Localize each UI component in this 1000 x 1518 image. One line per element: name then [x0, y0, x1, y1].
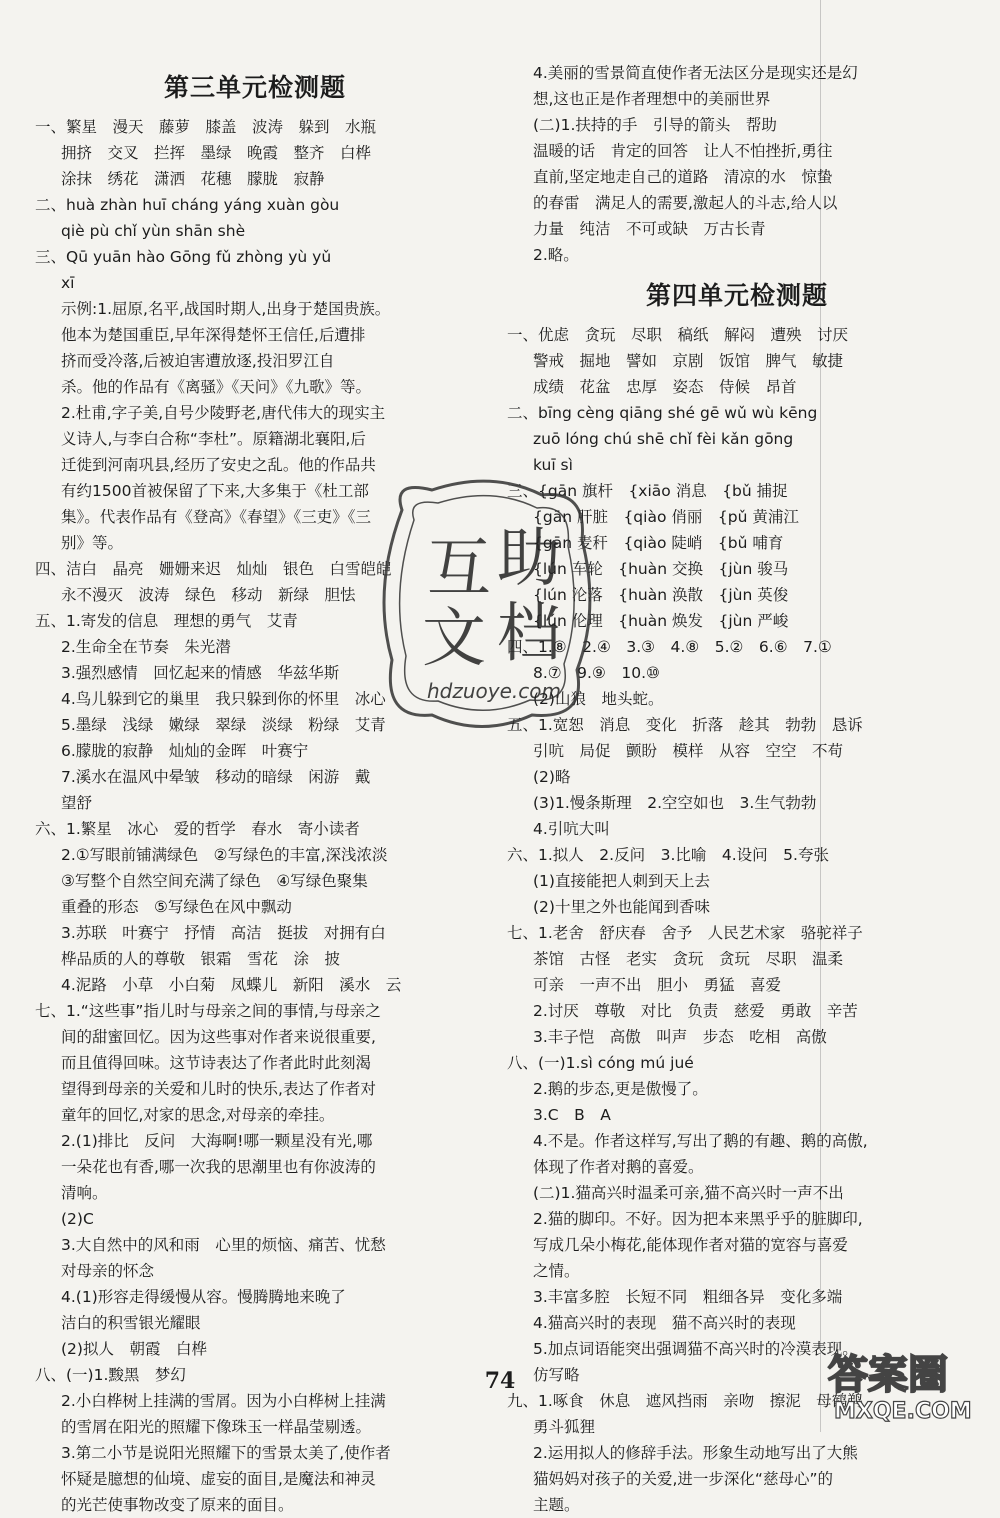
answer-line: 2.略。 [533, 246, 579, 264]
answer-line: zuō lóng chú shē chǐ fèi kǎn gōng [533, 430, 794, 448]
answer-line: 集》。代表作品有《登高》《春望》《三吏》《三 [61, 508, 372, 526]
unit-three-title: 第三单元检测题 [163, 73, 346, 102]
answer-line: 4.(1)形容走得缓慢从容。慢腾腾地来晚了 [61, 1288, 346, 1306]
watermark-char-4: 档 [497, 597, 561, 671]
answer-line: 六、1.拟人 2.反问 3.比喻 4.设问 5.夸张 [507, 846, 829, 864]
answer-line: 想,这也正是作者理想中的美丽世界 [533, 90, 771, 108]
answer-line: (二)1.扶持的手 引导的箭头 帮助 [533, 116, 777, 134]
answer-line: (2)十里之外也能闻到香味 [533, 898, 710, 916]
answer-line: 2.杜甫,字子美,自号少陵野老,唐代伟大的现实主 [61, 404, 386, 422]
answer-line: 五、1.宽恕 消息 变化 折落 趁其 勃勃 恳诉 [507, 716, 863, 734]
answer-line: 怀疑是臆想的仙境、虚妄的面目,是魔法和神灵 [61, 1470, 376, 1488]
answer-line: 九、1.啄食 休息 遮风挡雨 亲吻 擦泥 母鹤鹈 [507, 1392, 863, 1410]
answer-line: 望得到母亲的关爱和儿时的快乐,表达了作者对 [61, 1080, 376, 1098]
answer-line: (3)1.慢条斯理 2.空空如也 3.生气勃勃 [533, 794, 817, 812]
corner-logo-text: 答案圈 [828, 1352, 948, 1398]
answer-line: 猫妈妈对孩子的关爱,进一步深化“慈母心”的 [533, 1470, 833, 1488]
answer-line: 重叠的形态 ⑤写绿色在风中飘动 [61, 898, 292, 916]
answer-line: 五、1.寄发的信息 理想的勇气 艾青 [35, 612, 298, 630]
answer-line: 一朵花也有香,哪一次我的思潮里也有你波涛的 [61, 1158, 376, 1176]
right-top-answer-list [507, 60, 967, 268]
answer-line: 4.引吭大叫 [533, 820, 610, 838]
answer-line: 4.不是。作者这样写,写出了鹅的有趣、鹅的高傲, [533, 1132, 868, 1150]
answer-line: 可亲 一声不出 胆小 勇猛 喜爱 [533, 976, 782, 994]
answer-line: 4.泥路 小草 小白菊 凤蝶儿 新阳 溪水 云 [61, 976, 402, 994]
answer-line: 2.讨厌 尊敬 对比 负责 慈爱 勇敢 辛苦 [533, 1002, 858, 1020]
answer-line: 间的甜蜜回忆。因为这些事对作者来说很重要, [61, 1028, 376, 1046]
answer-line: 杀。他的作品有《离骚》《天问》《九歌》等。 [61, 378, 372, 396]
answer-line: (2)山狼 地头蛇。 [533, 690, 664, 708]
answer-line: 温暖的话 肯定的回答 让人不怕挫折,勇往 [533, 142, 833, 160]
answer-line: 8.⑦ 9.⑨ 10.⑩ [533, 664, 660, 682]
answer-line: 桦品质的人的尊敬 银霜 雪花 涂 披 [61, 950, 341, 968]
answer-line: 一、优虑 贪玩 尽职 稿纸 解闷 遭殃 讨厌 [507, 326, 849, 344]
answer-line: 的春雷 满足人的需要,激起人的斗志,给人以 [533, 194, 838, 212]
answer-line: (二)1.猫高兴时温柔可亲,猫不高兴时一声不出 [533, 1184, 844, 1202]
answer-line: 写成几朵小梅花,能体现作者对猫的宽容与喜爱 [533, 1236, 848, 1254]
answer-line: 三、Qū yuān hào Gōng fǔ zhòng yù yǔ [35, 248, 332, 266]
answer-line: 之情。 [533, 1262, 580, 1280]
answer-line: 七、1.“这些事”指儿时与母亲之间的事情,与母亲之 [35, 1002, 381, 1020]
answer-line: 挤而受冷落,后被迫害遭放逐,投汨罗江自 [61, 352, 335, 370]
answer-line: 义诗人,与李白合称“李杜”。原籍湖北襄阳,后 [61, 430, 366, 448]
answer-line: (2)拟人 朝霞 白桦 [61, 1340, 207, 1358]
answer-line: 对母亲的怀念 [61, 1262, 155, 1280]
answer-line: (2)略 [533, 768, 571, 786]
answer-line: 清响。 [61, 1184, 108, 1202]
answer-line: 体现了作者对鹅的喜爱。 [533, 1158, 704, 1176]
answer-line: 而且值得回味。这节诗表达了作者此时此刻渴 [61, 1054, 372, 1072]
answer-line: 直前,坚定地走自己的道路 清凉的水 惊蛰 [533, 168, 833, 186]
answer-line: 2.生命全在节奏 朱光潜 [61, 638, 231, 656]
answer-line: 望舒 [61, 794, 93, 812]
answer-line: 七、1.老舍 舒庆春 舍予 人民艺术家 骆驼祥子 [507, 924, 863, 942]
answer-line: 二、huà zhàn huī cháng yáng xuàn gòu [35, 196, 340, 214]
answer-line: 有约1500首被保留了下来,大多集于《杜工部 [61, 482, 369, 500]
left-column [35, 60, 475, 1518]
watermark-stamp [372, 470, 602, 740]
unit-four-title: 第四单元检测题 [645, 281, 828, 310]
answer-line: 迁徙到河南巩县,经历了安史之乱。他的作品共 [61, 456, 376, 474]
answer-line: 7.溪水在温风中晕皱 移动的暗绿 闲游 戴 [61, 768, 371, 786]
answer-line: 3.大自然中的风和雨 心里的烦恼、痛苦、忧愁 [61, 1236, 386, 1254]
answer-line: 6.朦胧的寂静 灿灿的金晖 叶赛宁 [61, 742, 309, 760]
answer-line: 3.第二小节是说阳光照耀下的雪景太美了,使作者 [61, 1444, 391, 1462]
answer-line: 六、1.繁星 冰心 爱的哲学 春水 寄小读者 [35, 820, 360, 838]
answer-line: {gān 肝脏 {qiào 俏丽 {pǔ 黄浦江 [533, 508, 799, 526]
answer-line: 洁白的积雪银光耀眼 [61, 1314, 201, 1332]
answer-line: ③写整个自然空间充满了绿色 ④写绿色聚集 [61, 872, 368, 890]
answer-line: 2.(1)排比 反问 大海啊!哪一颗星没有光,哪 [61, 1132, 373, 1150]
answer-line: 涂抹 绣花 潇洒 花穗 朦胧 寂静 [61, 170, 325, 188]
watermark-url: hdzuoye.com [427, 679, 561, 703]
answer-line: qiè pù chǐ yùn shān shè [61, 222, 246, 240]
answer-line: 别》等。 [61, 534, 124, 552]
answer-line: 一、繁星 漫天 藤萝 膝盖 波涛 躲到 水瓶 [35, 118, 377, 136]
answer-line: 3.丰子恺 高傲 叫声 步态 吃相 高傲 [533, 1028, 827, 1046]
answer-line: 主题。 [533, 1496, 580, 1514]
answer-line: 2.猫的脚印。不好。因为把本来黑乎乎的脏脚印, [533, 1210, 863, 1228]
answer-line: 2.小白桦树上挂满的雪屑。因为小白桦树上挂满 [61, 1392, 386, 1410]
left-answer-list [35, 114, 475, 1518]
answer-line: (2)C [61, 1210, 94, 1228]
answer-line: kuī sì [533, 456, 573, 474]
answer-line: 勇斗狐狸 [533, 1418, 596, 1436]
answer-line: {gān 麦秆 {qiào 陡峭 {bǔ 哺育 [533, 534, 784, 552]
answer-line: 茶馆 古怪 老实 贪玩 贪玩 尽职 温柔 [533, 950, 844, 968]
answer-line: 2.运用拟人的修辞手法。形象生动地写出了大熊 [533, 1444, 858, 1462]
answer-line: 警戒 掘地 譬如 京剧 饭馆 脾气 敏捷 [533, 352, 844, 370]
answer-line: 引吭 局促 颤盼 模样 从容 空空 不苟 [533, 742, 844, 760]
answer-line: 2.鹅的步态,更是傲慢了。 [533, 1080, 708, 1098]
answer-line: 示例:1.屈原,名平,战国时期人,出身于楚国贵族。 [61, 300, 391, 318]
answer-line: 四、洁白 晶亮 姗姗来迟 灿灿 银色 白雪皑皑 [35, 560, 392, 578]
answer-line: 永不漫灭 波涛 绿色 移动 新绿 胆怯 [61, 586, 356, 604]
answer-line: 3.强烈感情 回忆起来的情感 华兹华斯 [61, 664, 340, 682]
answer-line: 5.墨绿 浅绿 嫩绿 翠绿 淡绿 粉绿 艾青 [61, 716, 386, 734]
answer-line: 3.丰富多腔 长短不同 粗细各异 变化多端 [533, 1288, 843, 1306]
answer-line: 力量 纯洁 不可或缺 万古长青 [533, 220, 766, 238]
answer-line: 2.①写眼前铺满绿色 ②写绿色的丰富,深浅浓淡 [61, 846, 388, 864]
answer-line: {lún 伦理 {huàn 焕发 {jùn 严峻 [533, 612, 789, 630]
answer-line: 八、(一)1.黢黑 梦幻 [35, 1366, 186, 1384]
answer-line: 3.C B A [533, 1106, 611, 1124]
answer-line: 4.鸟儿躲到它的巢里 我只躲到你的怀里 冰心 [61, 690, 386, 708]
answer-line: 八、(一)1.sì cóng mú jué [507, 1054, 694, 1072]
answer-line: 三、{gān 旗杆 {xiāo 消息 {bǔ 捕捉 [507, 482, 788, 500]
corner-site-logo [820, 1340, 990, 1425]
watermark-char-1: 互 [427, 532, 491, 606]
watermark-char-3: 文 [422, 602, 486, 676]
answer-line: 他本为楚国重臣,早年深得楚怀王信任,后遭排 [61, 326, 366, 344]
right-column [507, 60, 967, 1518]
answer-line: 拥挤 交叉 拦挥 墨绿 晚霞 整齐 白桦 [61, 144, 372, 162]
answer-line: 3.苏联 叶赛宁 抒情 高洁 挺拔 对拥有白 [61, 924, 386, 942]
watermark-char-2: 助 [497, 522, 561, 596]
answer-line: {lún 沦落 {huàn 涣散 {jùn 英俊 [533, 586, 789, 604]
answer-line: 成绩 花盆 忠厚 姿态 侍候 昂首 [533, 378, 797, 396]
answer-line: 的雪屑在阳光的照耀下像珠玉一样晶莹剔透。 [61, 1418, 372, 1436]
answer-line: 4.美丽的雪景简直使作者无法区分是现实还是幻 [533, 64, 858, 82]
answer-line: 四、1.⑧ 2.④ 3.③ 4.⑧ 5.② 6.⑥ 7.① [507, 638, 832, 656]
answer-line: 仿写略 [533, 1366, 580, 1384]
answer-line: xī [61, 274, 75, 292]
answer-line: 童年的回忆,对家的思念,对母亲的牵挂。 [61, 1106, 335, 1124]
corner-logo-url: MXQE.COM [834, 1399, 972, 1424]
page-number: 74 [484, 1368, 516, 1394]
answer-line: 二、bīng cèng qiāng shé gē wǔ wù kēng [507, 404, 818, 422]
answer-line: {lún 车轮 {huàn 交换 {jùn 骏马 [533, 560, 789, 578]
answer-line: (1)直接能把人刺到天上去 [533, 872, 710, 890]
answer-line: 4.猫高兴时的表现 猫不高兴时的表现 [533, 1314, 796, 1332]
answer-line: 的光芒使事物改变了原来的面目。 [61, 1496, 294, 1514]
answer-line: 5.加点词语能突出强调猫不高兴时的冷漠表现。 [533, 1340, 858, 1358]
